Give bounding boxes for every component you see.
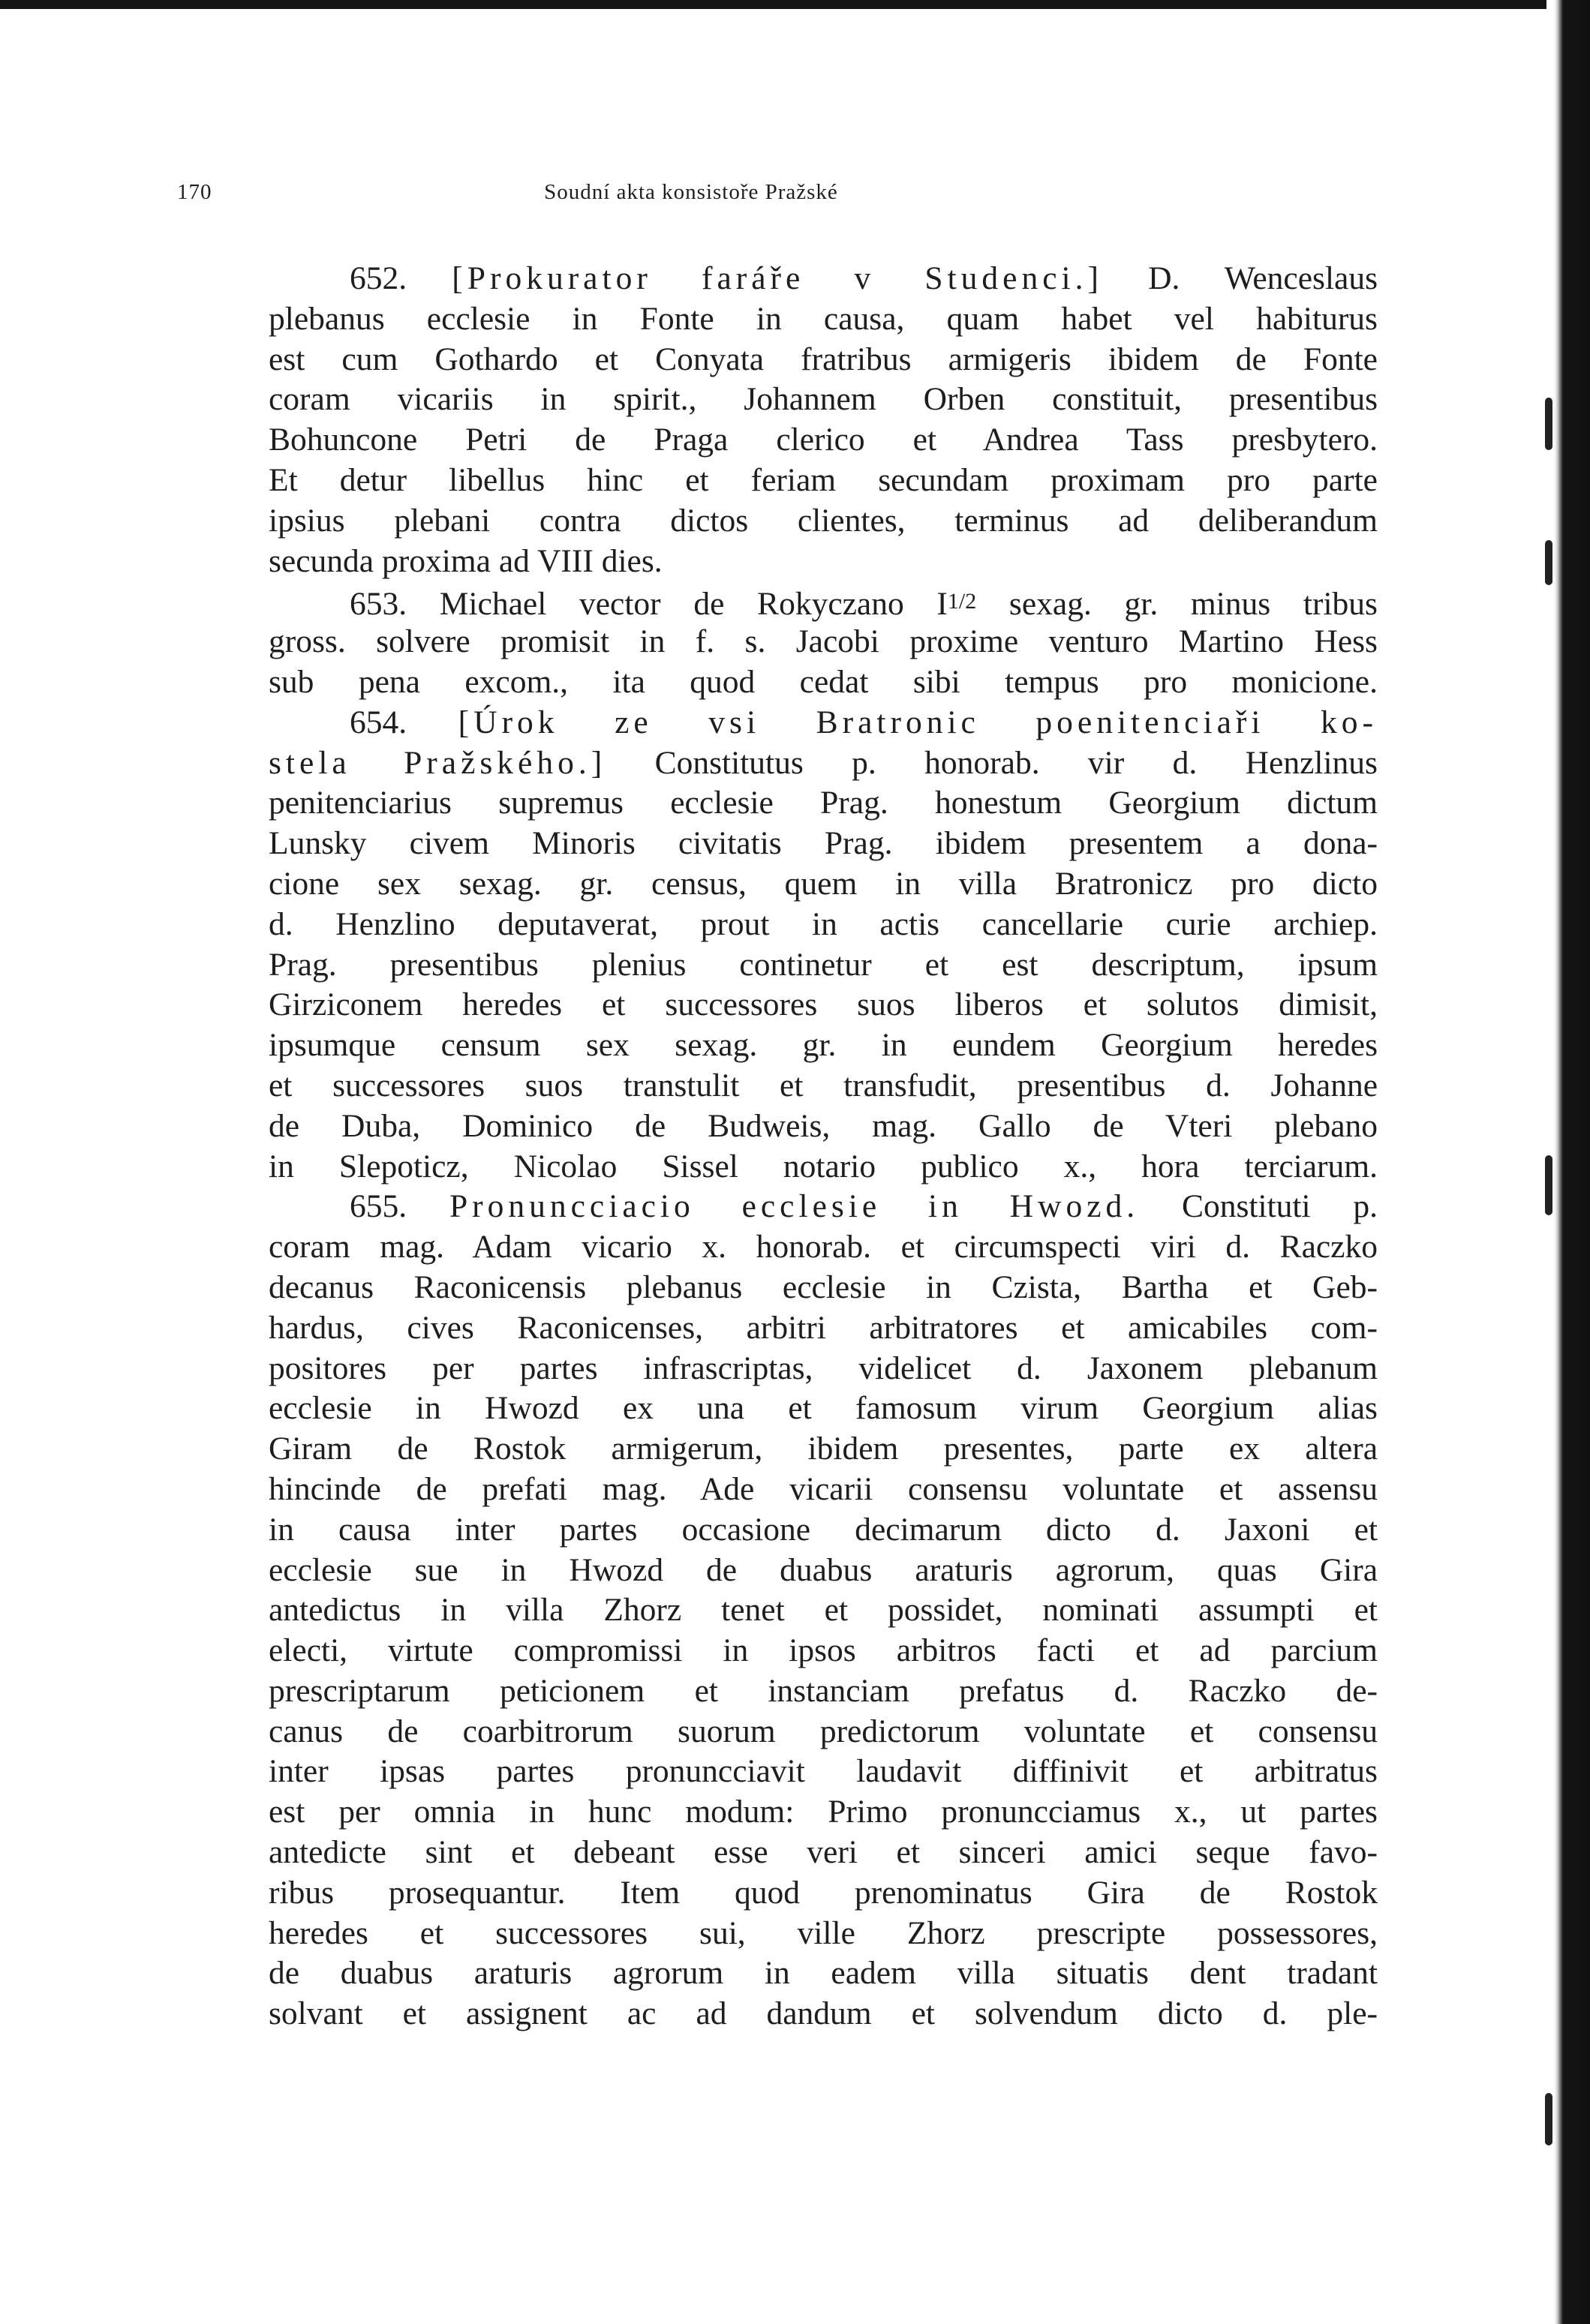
entry-heading: Pronuncciacio ecclesie in Hwozd. (449, 1188, 1140, 1225)
text-line: Bohuncone Petri de Praga clerico et Andrea Tass presbytero. (269, 422, 1378, 458)
text-line: de duabus araturis agrorum in eadem villa situatis dent tradant (269, 1955, 1378, 1992)
text-line: coram mag. Adam vicario x. honorab. et circumspecti viri d. Raczko (269, 1229, 1378, 1266)
entry-number: 652. (350, 260, 452, 296)
text-line: ecclesie in Hwozd ex una et famosum virum Georgium alias (269, 1390, 1378, 1427)
scan-speck (1545, 540, 1552, 585)
text-line: secunda proxima ad VIII dies. (269, 542, 663, 579)
page-header (177, 180, 1378, 210)
text-line: ecclesie sue in Hwozd de duabus araturis agrorum, quas Gira (269, 1551, 1378, 1588)
text-segment: Constitutus p. honorab. vir d. Henzlinus (606, 744, 1378, 781)
text-line: Lunsky civem Minoris civitatis Prag. ibidem presentem a dona- (269, 825, 1378, 862)
text-segment: Constituti p. (1139, 1188, 1378, 1225)
text-line: gross. solvere promisit in f. s. Jacobi proxime venturo Martino Hess (269, 623, 1378, 660)
text-line: penitenciarius supremus ecclesie Prag. honestum Georgium dictum (269, 785, 1378, 821)
text-line: solvant et assignent ac ad dandum et solvendum dicto d. ple- (269, 1995, 1378, 2032)
text-line: inter ipsas partes pronuncciavit laudavit diffinivit et arbitratus (269, 1753, 1378, 1790)
text-line (269, 743, 1378, 784)
text-line: sub pena excom., ita quod cedat sibi tempus pro monicione. (269, 663, 1378, 700)
entry-heading: [Úrok ze vsi Bratronic poenitenciaři ko- (458, 704, 1378, 740)
text-line: decanus Raconicensis plebanus ecclesie in Czista, Bartha et Geb- (269, 1269, 1378, 1305)
text-line: ipsumque censum sex sexag. gr. in eundem Georgium heredes (269, 1027, 1378, 1064)
scan-border-right (1546, 0, 1590, 2324)
text-line: hincinde de prefati mag. Ade vicarii consensu voluntate et assensu (269, 1470, 1378, 1507)
document-body (269, 259, 1378, 2034)
text-line: Et detur libellus hinc et feriam secundam proximam pro parte (269, 461, 1378, 498)
text-line: ipsius plebani contra dictos clientes, terminus ad deliberandum (269, 502, 1378, 539)
text-line: prescriptarum peticionem et instanciam prefatus d. Raczko de- (269, 1672, 1378, 1709)
text-line: Giram de Rostok armigerum, ibidem presentes, parte ex altera (269, 1431, 1378, 1467)
text-line: heredes et successores sui, ville Zhorz prescripte possessores, (269, 1914, 1378, 1951)
entry-heading: stela Pražského.] (269, 744, 607, 781)
text-line: in causa inter partes occasione decimarum dicto d. Jaxoni et (269, 1511, 1378, 1548)
page-number: 170 (177, 180, 212, 204)
text-line: plebanus ecclesie in Fonte in causa, quam habet vel habiturus (269, 300, 1378, 337)
text-line: Prag. presentibus plenius continetur et est descriptum, ipsum (269, 946, 1378, 983)
text-line: est cum Gothardo et Conyata fratribus armigeris ibidem de Fonte (269, 341, 1378, 377)
text-line: canus de coarbitrorum suorum predictorum voluntate et consensu (269, 1713, 1378, 1749)
text-line: d. Henzlino deputaverat, prout in actis cancellarie curie archiep. (269, 905, 1378, 942)
text-line: coram vicariis in spirit., Johannem Orben constituit, presentibus (269, 381, 1378, 418)
text-line: electi, virtute compromissi in ipsos arbitros facti et ad parcium (269, 1632, 1378, 1669)
text-line (269, 703, 1378, 743)
entry-number: 654. (350, 704, 458, 740)
fraction: 1/2 (947, 589, 977, 614)
text-line (269, 259, 1378, 299)
scan-speck (1545, 2093, 1552, 2145)
text-line: positores per partes infrascriptas, videlicet d. Jaxonem plebanum (269, 1350, 1378, 1386)
text-line: Girziconem heredes et successores suos liberos et solutos dimisit, (269, 986, 1378, 1023)
text-line (269, 581, 1378, 622)
text-line: antedicte sint et debeant esse veri et sinceri amici seque favo- (269, 1834, 1378, 1871)
entry-number: 655. (350, 1188, 449, 1225)
scan-speck (1545, 398, 1552, 450)
text-line: et successores suos transtulit et transfudit, presentibus d. Johanne (269, 1067, 1378, 1103)
scan-speck (1545, 1155, 1552, 1215)
text-line: est per omnia in hunc modum: Primo pronuncciamus x., ut partes (269, 1794, 1378, 1830)
text-line: cione sex sexag. gr. census, quem in villa Bratronicz pro dicto (269, 865, 1378, 902)
text-segment: 653. Michael vector de Rokyczano I (350, 586, 948, 623)
text-line: de Duba, Dominico de Budweis, mag. Gallo de Vteri plebano (269, 1107, 1378, 1144)
text-segment: sexag. gr. minus tribus (976, 586, 1378, 623)
running-title: Soudní akta konsistoře Pražské (544, 180, 838, 204)
entry-heading: [Prokurator faráře v Studenci.] (452, 260, 1103, 296)
text-line: in Slepoticz, Nicolao Sissel notario publico x., hora terciarum. (269, 1148, 1378, 1185)
text-line: hardus, cives Raconicenses, arbitri arbitratores et amicabiles com- (269, 1309, 1378, 1346)
text-segment: D. Wenceslaus (1102, 260, 1378, 296)
text-line (269, 1187, 1378, 1227)
text-line: ribus prosequantur. Item quod prenominatus Gira de Rostok (269, 1874, 1378, 1911)
scan-border-top (0, 0, 1590, 9)
text-line: antedictus in villa Zhorz tenet et possidet, nominati assumpti et (269, 1592, 1378, 1629)
